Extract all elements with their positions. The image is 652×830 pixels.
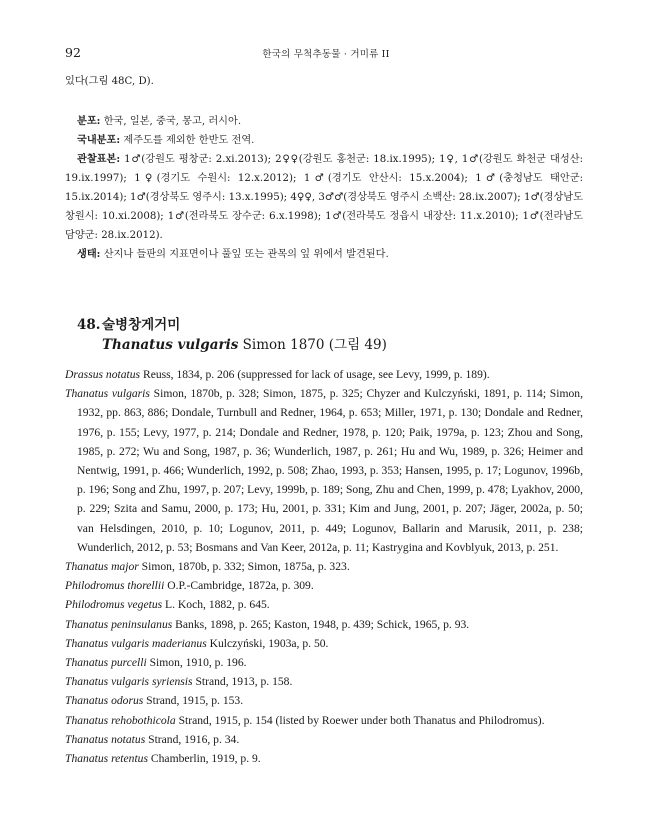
synonym-name: Thanatus vulgaris syriensis	[65, 675, 193, 689]
synonym-name: Thanatus major	[65, 560, 139, 574]
habitat-label: 생태:	[77, 248, 101, 260]
synonym-citation: Kulczyński, 1903a, p. 50.	[206, 636, 329, 650]
synonym-entry	[65, 365, 583, 384]
synonym-citation: Banks, 1898, p. 265; Kaston, 1948, p. 439; Schick, 1965, p. 93.	[172, 617, 470, 631]
domestic-text: 제주도를 제외한 한반도 전역.	[120, 135, 255, 146]
synonym-entry	[65, 384, 583, 557]
synonym-name: Thanatus purcelli	[65, 656, 147, 670]
synonym-citation: Simon, 1870b, p. 328; Simon, 1875, p. 325; Chyzer and Kulczyński, 1891, p. 114; Simon, 1932, pp. 863, 886; Dondale, Turnbull and Redner, 1964, p. 653; Miller, 1971, p. 130; Dondale and Redner, 1976, p. 155; Levy, 1977, p. 214; Dondale and Redner, 1978, p. 120; Paik, 1979a, p. 123; Zhou and Song, 1985, p. 272; Wu and Song, 1987, p. 36; Wunderlich, 1987, p. 261; Hu and Wu, 1989, p. 326; Heimer and Nentwig, 1991, p. 466; Wunderlich, 1992, p. 508; Zhao, 1993, p. 353; Hansen, 1995, p. 17; Logunov, 1996b, p. 196; Song and Zhu, 1997, p. 207; Levy, 1999b, p. 189; Song, Zhu and Chen, 1999, p. 478; Lyakhov, 2000, p. 229; Szita and Samu, 2000, p. 173; Hu, 2001, p. 331; Kim and Jung, 2001, p. 207; Jäger, 2002a, p. 50; van Helsdingen, 2010, p. 10; Logunov, 2011, p. 449; Logunov, Ballarin and Marusik, 2011, p. 238; Wunderlich, 2012, p. 53; Bosmans and Van Keer, 2012a, p. 11; Kastrygina and Kovblyuk, 2013, p. 251.	[77, 387, 583, 554]
synonym-entry	[65, 749, 583, 768]
synonym-name: Philodromus thorellii	[65, 579, 165, 593]
distribution-line	[65, 112, 583, 131]
species-authority: Simon 1870 (그림 49)	[238, 337, 387, 353]
synonym-entry	[65, 691, 583, 710]
synonym-citation: O.P.-Cambridge, 1872a, p. 309.	[164, 579, 314, 593]
synonym-name: Drassus notatus	[65, 368, 141, 381]
synonym-entry	[65, 595, 583, 614]
synonym-entry	[65, 634, 583, 653]
domestic-label: 국내분포:	[77, 134, 121, 146]
synonym-name: Thanatus notatus	[65, 732, 146, 746]
habitat-line	[65, 245, 583, 264]
examined-specimens-line	[65, 150, 583, 245]
synonym-citation: Strand, 1915, p. 153.	[143, 694, 244, 708]
synonym-entry	[65, 730, 583, 749]
species-korean-name: 술병창게거미	[102, 317, 181, 333]
synonym-citation: Strand, 1913, p. 158.	[192, 675, 293, 689]
distribution-label: 분포:	[77, 115, 101, 127]
distribution-section	[65, 112, 583, 264]
synonym-entry	[65, 672, 583, 691]
distribution-text: 한국, 일본, 중국, 몽고, 러시아.	[100, 116, 242, 127]
domestic-distribution-line	[65, 131, 583, 150]
synonym-name: Thanatus retentus	[65, 752, 148, 766]
synonym-entry	[65, 557, 583, 576]
examined-label: 관찰표본:	[77, 153, 121, 165]
synonym-citation: L. Koch, 1882, p. 645.	[162, 598, 270, 612]
species-title-line	[77, 315, 583, 335]
synonym-name: Thanatus vulgaris	[65, 387, 150, 401]
page-number: 92	[65, 45, 81, 60]
synonym-entry	[65, 653, 583, 672]
continuation-text: 있다(그림 48C, D).	[65, 76, 154, 87]
species-heading	[65, 315, 583, 355]
synonym-name: Thanatus odorus	[65, 694, 144, 708]
synonym-entry	[65, 615, 583, 634]
synonym-name: Thanatus peninsulanus	[65, 617, 173, 631]
synonymy-list	[65, 365, 583, 768]
synonym-name: Philodromus vegetus	[65, 598, 163, 612]
species-number: 48.	[77, 317, 101, 333]
synonym-citation: Simon, 1910, p. 196.	[146, 656, 247, 670]
synonym-name: Thanatus vulgaris maderianus	[65, 636, 207, 650]
synonym-name: Thanatus rehobothicola	[65, 713, 176, 727]
page-body	[65, 72, 583, 768]
running-title: 한국의 무척추동물 · 거미류 II	[262, 49, 390, 60]
synonym-citation: Simon, 1870b, p. 332; Simon, 1875a, p. 323.	[138, 560, 350, 574]
species-scientific-line	[77, 335, 583, 355]
synonym-entry	[65, 711, 583, 730]
synonym-citation: Reuss, 1834, p. 206 (suppressed for lack of usage, see Levy, 1999, p. 189).	[140, 368, 490, 381]
synonym-citation: Strand, 1916, p. 34.	[145, 732, 240, 746]
synonym-entry	[65, 576, 583, 595]
species-scientific-name: Thanatus vulgaris	[102, 337, 239, 353]
synonym-citation: Chamberlin, 1919, p. 9.	[148, 752, 261, 766]
habitat-text: 산지나 들판의 지표면이나 풀잎 또는 관목의 잎 위에서 발견된다.	[100, 249, 389, 260]
examined-text: 1♂(강원도 평창군: 2.xi.2013); 2♀♀(강원도 홍천군: 18.ix.1995); 1♀, 1♂(강원도 화천군 대성산: 19.ix.1997); 1♀(경기도 수원시: 12.x.2012); 1♂(경기도 안산시: 15.x.2004); 1♂(충청남도 태안군: 15.ix.2014); 1♂(경상북도 영주시: 13.x.1995); 4♀♀, 3♂♂(경상북도 영주시 소백산: 28.ix.2007); 1♂(경상남도 창원시: 10.xi.2008); 1♂(전라북도 장수군: 6.x.1998); 1♂(전라북도 정읍시 내장산: 11.x.2010); 1♂(전라남도 담양군: 28.ix.2012).	[65, 154, 583, 241]
synonym-citation: Strand, 1915, p. 154 (listed by Roewer under both Thanatus and Philodromus).	[175, 713, 545, 727]
